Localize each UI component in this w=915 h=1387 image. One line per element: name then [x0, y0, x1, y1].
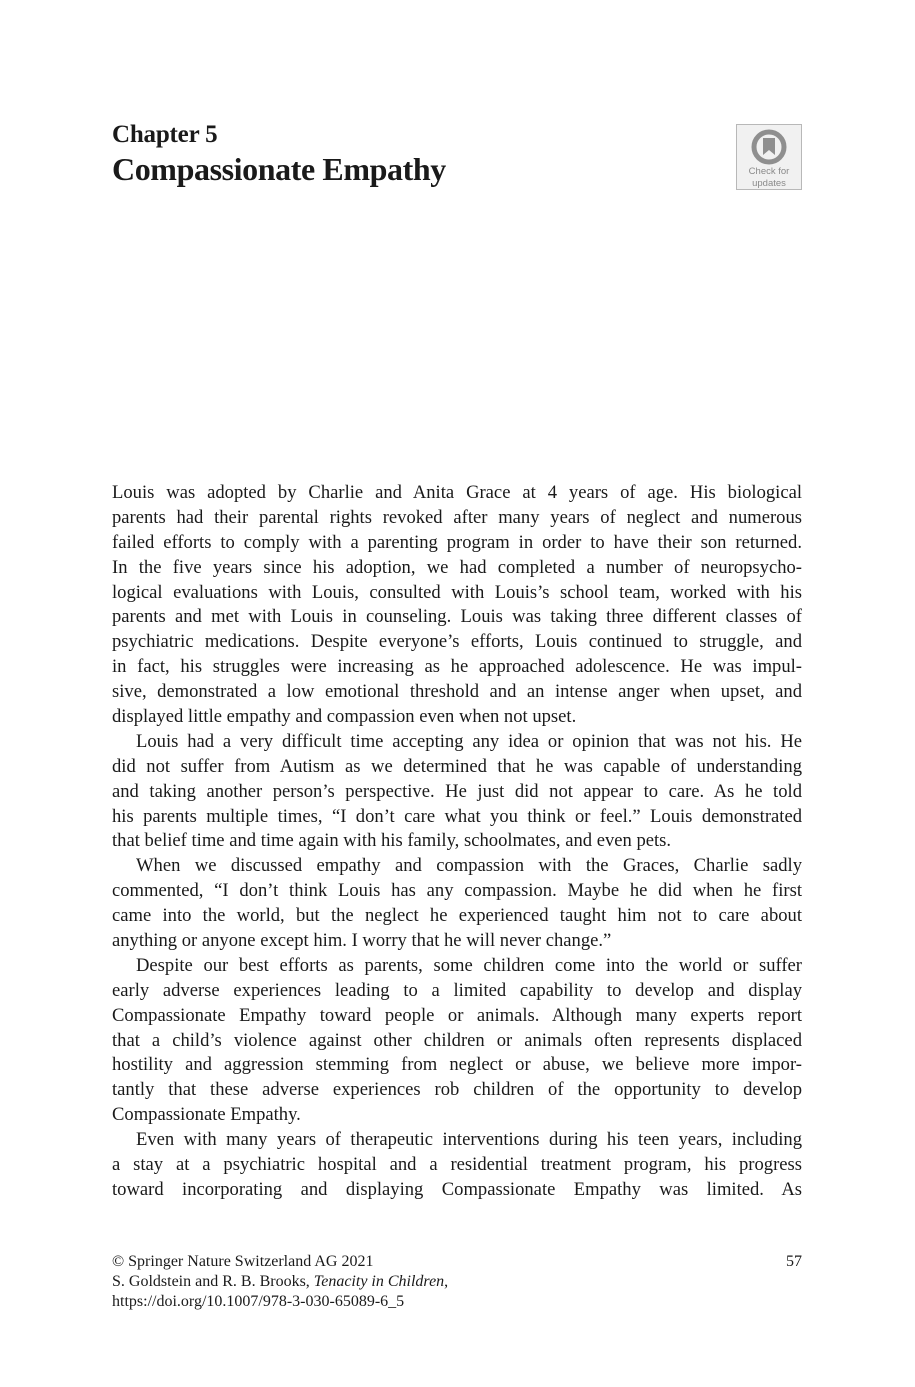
text-line: a stay at a psychiatric hospital and a residential treatment program, his progress — [112, 1154, 802, 1176]
text-line: toward incorporating and displaying Compassionate Empathy was limited. As — [112, 1178, 802, 1200]
book-title-suffix: , — [444, 1273, 449, 1290]
paragraph — [112, 854, 802, 954]
paragraph — [112, 1128, 802, 1203]
check-for-updates-button[interactable] — [736, 124, 802, 190]
text-line: parents had their parental rights revoked after many years of neglect and numerous — [112, 506, 802, 528]
text-line: sive, demonstrated a low emotional threshold and an intense anger when upset, and — [112, 681, 802, 703]
text-line: failed efforts to comply with a parenting program in order to have their son returned. — [112, 531, 802, 553]
text-line: logical evaluations with Louis, consulted with Louis’s school team, worked with his — [112, 581, 802, 603]
text-line: did not suffer from Autism as we determined that he was capable of understanding — [112, 755, 802, 777]
page-number: 57 — [786, 1253, 802, 1270]
body-text — [112, 481, 802, 1203]
book-title: Tenacity in Children — [313, 1273, 445, 1290]
text-line: and taking another person’s perspective. He just did not appear to care. As he told — [112, 780, 802, 802]
text-line: tantly that these adverse experiences rob children of the opportunity to develop — [112, 1079, 802, 1101]
copyright-notice: © Springer Nature Switzerland AG 2021 — [112, 1253, 374, 1270]
text-line: anything or anyone except him. I worry that he will never change.” — [112, 930, 612, 952]
text-line: commented, “I don’t think Louis has any compassion. Maybe he did when he first — [112, 880, 802, 902]
text-line: Compassionate Empathy toward people or animals. Although many experts report — [112, 1004, 802, 1026]
text-line: parents and met with Louis in counseling. Louis was taking three different classes of — [112, 606, 802, 628]
badge-line1: Check for — [748, 166, 790, 177]
text-line: psychiatric medications. Despite everyone’s efforts, Louis continued to struggle, and — [112, 631, 802, 653]
paragraph — [112, 481, 802, 730]
text-line: that a child’s violence against other children or animals often represents displaced — [112, 1029, 802, 1051]
paragraph — [112, 954, 802, 1128]
text-line: his parents multiple times, “I don’t care what you think or feel.” Louis demonstrated — [112, 805, 802, 827]
chapter-label: Chapter 5 — [112, 121, 218, 148]
text-line: that belief time and time again with his family, schoolmates, and even pets. — [112, 830, 672, 852]
chapter-title: Compassionate Empathy — [112, 151, 446, 187]
doi-link[interactable]: https://doi.org/10.1007/978-3-030-65089-6_5 — [112, 1293, 405, 1310]
chapter-header — [112, 120, 446, 188]
text-line: Even with many years of therapeutic interventions during his teen years, including — [136, 1129, 802, 1151]
text-line: displayed little empathy and compassion even when not upset. — [112, 706, 577, 728]
badge-line2: updates — [752, 177, 786, 189]
text-line: Louis had a very difficult time accepting any idea or opinion that was not his. He — [136, 730, 802, 752]
text-line: Despite our best efforts as parents, some children come into the world or suffer — [136, 954, 802, 976]
text-line: in fact, his struggles were increasing as he approached adolescence. He was impul- — [112, 656, 802, 678]
text-line: In the five years since his adoption, we had completed a number of neuropsycho- — [112, 556, 802, 578]
text-line: Compassionate Empathy. — [112, 1104, 301, 1126]
text-line: came into the world, but the neglect he experienced taught him not to care about — [112, 905, 802, 927]
text-line: early adverse experiences leading to a limited capability to develop and display — [112, 979, 802, 1001]
text-line: When we discussed empathy and compassion with the Graces, Charlie sadly — [136, 855, 802, 877]
text-line: Louis was adopted by Charlie and Anita Grace at 4 years of age. His biological — [112, 482, 802, 503]
page-footer — [112, 1252, 802, 1312]
authors: S. Goldstein and R. B. Brooks, — [112, 1273, 310, 1290]
check-for-updates-icon — [751, 129, 787, 165]
text-line: hostility and aggression stemming from neglect or abuse, we believe more impor- — [112, 1054, 802, 1076]
paragraph — [112, 730, 802, 854]
